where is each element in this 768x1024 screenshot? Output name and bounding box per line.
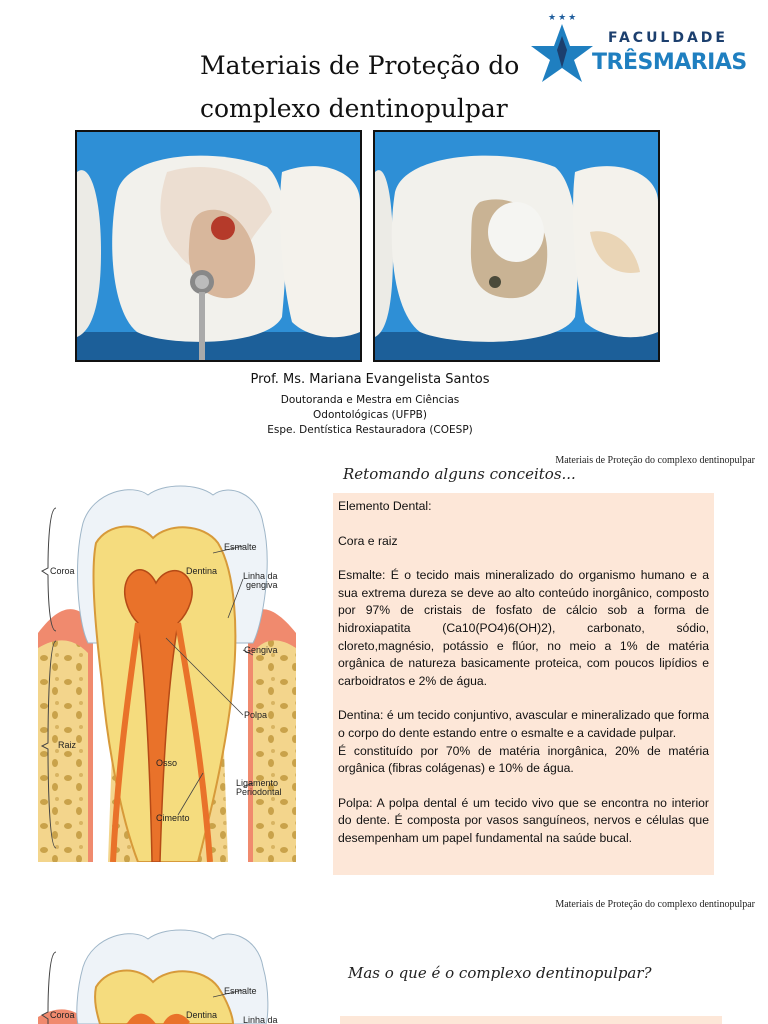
label-gengiva-line: gengiva xyxy=(246,580,278,590)
label-gengiva: Gengiva xyxy=(244,645,278,655)
label-ligamento: Ligamento xyxy=(236,778,279,788)
label-linha-da: Linha da xyxy=(243,571,278,581)
concepts-text-box xyxy=(333,493,714,875)
label-coroa-3: Coroa xyxy=(50,1010,75,1020)
label-linha-da-3: Linha da xyxy=(243,1015,278,1024)
stars-icon: ★★★ xyxy=(548,12,579,22)
slide-subtitle-3: Mas o que é o complexo dentinopulpar? xyxy=(348,964,652,982)
label-osso: Osso xyxy=(156,758,178,768)
label-cimento: Cimento xyxy=(156,813,190,823)
faculdade-logo xyxy=(530,12,750,84)
cavity-with-liner-photo xyxy=(373,130,660,362)
paragraph-dentina-composition: É constituído por 70% de matéria inorgânica, 20% de matéria orgânica (fibras colágenas) e 10% de água. xyxy=(338,743,709,776)
paragraph-elemento: Elemento Dental: xyxy=(338,499,432,513)
tooth-anatomy-diagram xyxy=(38,483,296,862)
paragraph-dentina: Dentina: é um tecido conjuntivo, avascular e mineralizado que forma o corpo do dente estando entre o esmalte e a cavidade pulpar. xyxy=(338,708,709,740)
slide-header: Materiais de Proteção do complexo dentinopulpar xyxy=(555,455,755,466)
label-esmalte: Esmalte xyxy=(224,542,257,552)
star-logo-icon xyxy=(530,22,594,84)
tooth-anatomy-diagram-partial xyxy=(38,927,296,1024)
logo-text-bottom: TRÊSMARIAS xyxy=(592,50,747,75)
paragraph-polpa: Polpa: A polpa dental é um tecido vivo que se encontra no interior do dente. É composta por vasos sanguíneos, nervos e células que desempenham um papel fundamental na saúde bucal. xyxy=(338,795,709,845)
cavity-with-bur-photo xyxy=(75,130,362,362)
logo-text-top: FACULDADE xyxy=(608,30,728,46)
title-line-2: complexo dentinopulpar xyxy=(200,94,508,123)
label-dentina: Dentina xyxy=(186,566,218,576)
slide-subtitle: Retomando alguns conceitos... xyxy=(343,465,576,483)
author-info xyxy=(200,371,540,438)
paragraph-coroa-raiz: Cora e raiz xyxy=(338,533,398,548)
complex-text-box xyxy=(340,1016,722,1024)
label-dentina-3: Dentina xyxy=(186,1010,218,1020)
author-credential-1: Doutoranda e Mestra em Ciências xyxy=(280,394,460,406)
slide-header-3: Materiais de Proteção do complexo dentinopulpar xyxy=(555,899,755,910)
author-credential-3: Espe. Dentística Restauradora (COESP) xyxy=(267,424,473,436)
label-esmalte-3: Esmalte xyxy=(224,986,257,996)
label-coroa: Coroa xyxy=(50,566,75,576)
label-raiz: Raiz xyxy=(58,740,77,750)
slide-title xyxy=(200,44,520,130)
title-line-1: Materiais de Proteção do xyxy=(200,51,520,80)
label-periodontal: Periodontal xyxy=(236,787,282,797)
paragraph-esmalte: Esmalte: É o tecido mais mineralizado do organismo humano e a sua extrema dureza se deve ao alto conteúdo inorgânico, composto por 97% de cristais de fosfato de cálcio sob a forma de hidroxiapatita (Ca10(PO4)6(OH)2), carbonato, sódio, cloreto,magnésio, potássio e flúor, no meio a 1% de matéria orgânica de natureza basicamente proteica, com poucos lipídios e carboidratos e 2% de água. xyxy=(338,568,709,688)
author-credential-2: Odontológicas (UFPB) xyxy=(313,409,427,421)
author-name: Prof. Ms. Mariana Evangelista Santos xyxy=(250,372,490,387)
label-polpa: Polpa xyxy=(244,710,268,720)
